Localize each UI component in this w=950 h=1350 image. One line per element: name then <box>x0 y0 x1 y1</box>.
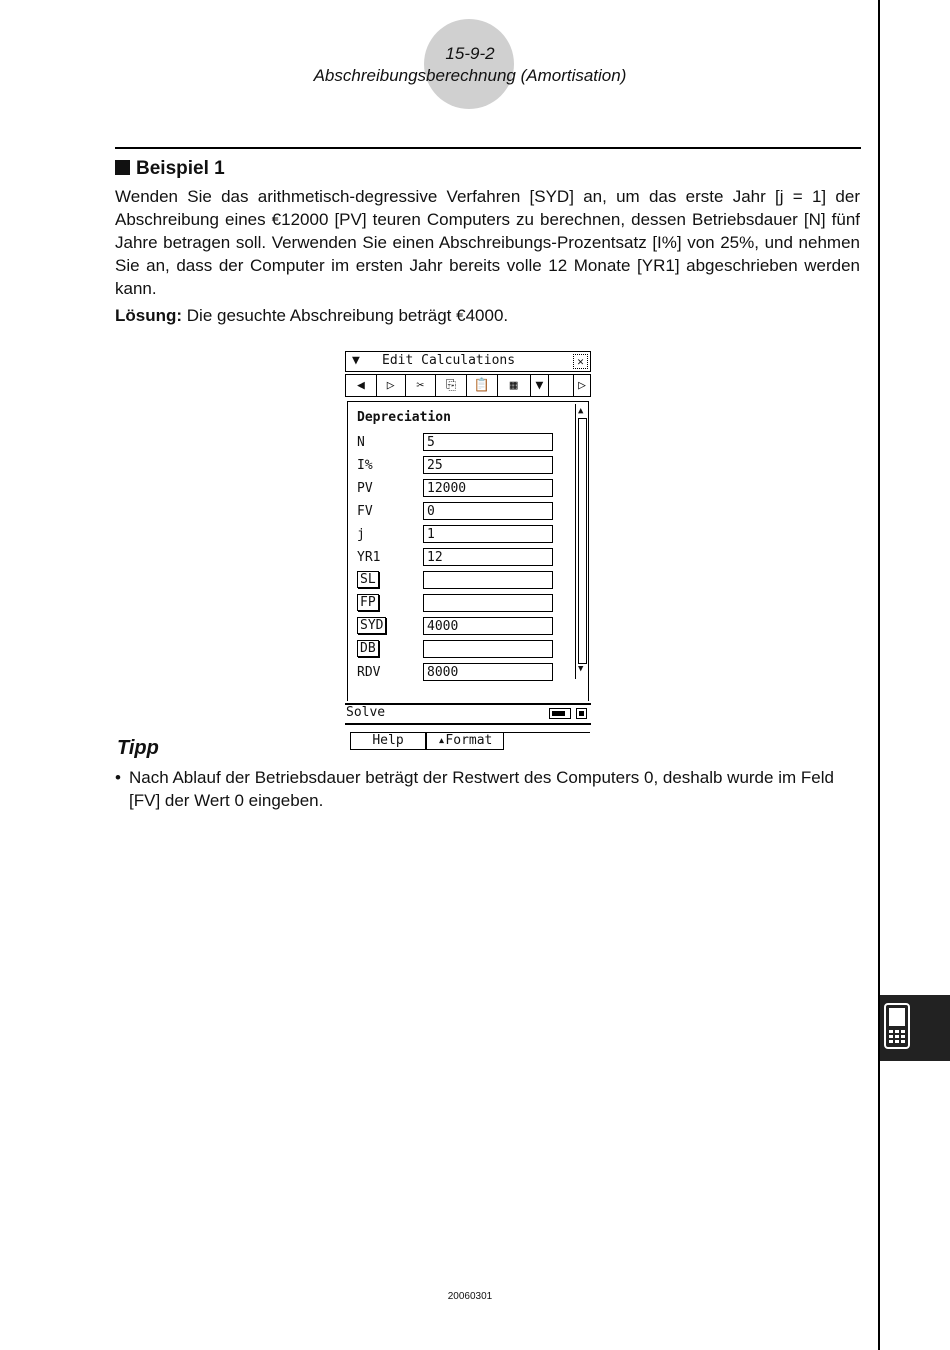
solve-button[interactable]: SL <box>357 571 379 588</box>
square-bullet-icon <box>115 160 130 175</box>
close-icon[interactable]: ✕ <box>573 354 588 369</box>
field-row <box>357 594 557 614</box>
field-label: RDV <box>357 665 381 680</box>
tip-heading: Tipp <box>117 737 159 759</box>
tab-bar <box>350 732 590 751</box>
example-paragraph: Wenden Sie das arithmetisch-degressive Verfahren [SYD] an, um das erste Jahr [j = 1] der Abschreibung eines €12000 [PV] teuren Computers zu berechnen, dessen Betriebsdauer [N] fünf Jahre betragen soll. Verwenden Sie einen Abschreibungs-Prozentsatz [I%] von 25%, und nehmen Sie an, dass der Computer im ersten Jahr bereits volle 12 Monate [YR1] abgeschrieben werden kann. <box>115 187 860 298</box>
toolbar <box>345 374 591 397</box>
scroll-down-icon[interactable]: ▼ <box>578 664 584 674</box>
field-input[interactable]: 12 <box>423 548 553 566</box>
example-heading-text: Beispiel 1 <box>136 158 225 179</box>
scrollbar[interactable] <box>575 404 589 679</box>
status-bar <box>345 703 591 725</box>
battery-icon <box>549 708 571 719</box>
field-input[interactable] <box>423 571 553 589</box>
right-margin-rule <box>878 0 880 1350</box>
field-row <box>357 502 557 522</box>
field-label: N <box>357 435 365 450</box>
field-input[interactable]: 5 <box>423 433 553 451</box>
field-input[interactable] <box>423 594 553 612</box>
field-label: FV <box>357 504 373 519</box>
tab-help[interactable]: Help <box>350 733 426 750</box>
window-toggle-icon[interactable] <box>576 708 587 719</box>
solution-label: Lösung: <box>115 306 183 325</box>
menu-label[interactable]: Edit Calculations <box>382 353 516 368</box>
field-input[interactable]: 8000 <box>423 663 553 681</box>
panel-title: Depreciation <box>357 410 451 425</box>
solve-button[interactable]: DB <box>357 640 379 657</box>
field-label: YR1 <box>357 550 381 565</box>
field-row <box>357 479 557 499</box>
field-label: I% <box>357 458 373 473</box>
field-input[interactable]: 1 <box>423 525 553 543</box>
page-title: Abschreibungsberechnung (Amortisation) <box>313 66 627 85</box>
field-row <box>357 571 557 591</box>
field-row <box>357 617 557 637</box>
tab-format[interactable]: ▴Format <box>426 733 504 750</box>
dropdown-arrow-icon[interactable]: ▼ <box>531 375 550 396</box>
section-rule <box>115 147 861 149</box>
example-heading <box>115 158 225 180</box>
cut-icon[interactable]: ✂ <box>406 375 437 396</box>
scroll-track[interactable] <box>578 418 587 664</box>
calculator-screen <box>345 351 591 748</box>
page-number: 15-9-2 <box>445 44 495 63</box>
status-text: Solve <box>346 705 386 720</box>
field-row <box>357 663 557 683</box>
calculator-icon <box>884 1003 910 1049</box>
footer-date-code: 20060301 <box>447 1291 493 1302</box>
copy-icon[interactable]: ⎘ <box>436 375 467 396</box>
tip-bullet <box>115 766 860 812</box>
scroll-up-icon[interactable]: ▲ <box>578 406 584 416</box>
field-label: j <box>357 527 365 542</box>
play-icon[interactable]: ▷ <box>377 375 406 396</box>
field-row <box>357 548 557 568</box>
solution-line <box>115 306 508 326</box>
solve-button[interactable]: SYD <box>357 617 386 634</box>
solve-button[interactable]: FP <box>357 594 379 611</box>
field-input[interactable]: 25 <box>423 456 553 474</box>
header-circle <box>424 19 514 109</box>
field-input[interactable] <box>423 640 553 658</box>
blank-toolbar-slot <box>549 375 573 396</box>
next-icon[interactable]: ▷ <box>573 375 590 396</box>
field-label: PV <box>357 481 373 496</box>
paste-icon[interactable]: 📋 <box>467 375 498 396</box>
chapter-side-tab <box>880 995 950 1061</box>
bullet-dot: • <box>115 768 121 787</box>
back-icon[interactable]: ◀ <box>346 375 377 396</box>
battery-level <box>552 711 565 716</box>
field-row <box>357 640 557 660</box>
table-icon[interactable]: ▦ <box>498 375 531 396</box>
menu-bar[interactable] <box>345 351 591 372</box>
field-row <box>357 525 557 545</box>
menu-dropdown-icon[interactable]: ▼ <box>352 353 360 368</box>
field-row <box>357 456 557 476</box>
solution-text: Die gesuchte Abschreibung beträgt €4000. <box>186 306 509 325</box>
field-input[interactable]: 4000 <box>423 617 553 635</box>
field-row <box>357 433 557 453</box>
field-input[interactable]: 12000 <box>423 479 553 497</box>
tip-text: Nach Ablauf der Betriebsdauer beträgt der Restwert des Computers 0, deshalb wurde im Feld [FV] der Wert 0 eingeben. <box>129 768 834 810</box>
field-input[interactable]: 0 <box>423 502 553 520</box>
